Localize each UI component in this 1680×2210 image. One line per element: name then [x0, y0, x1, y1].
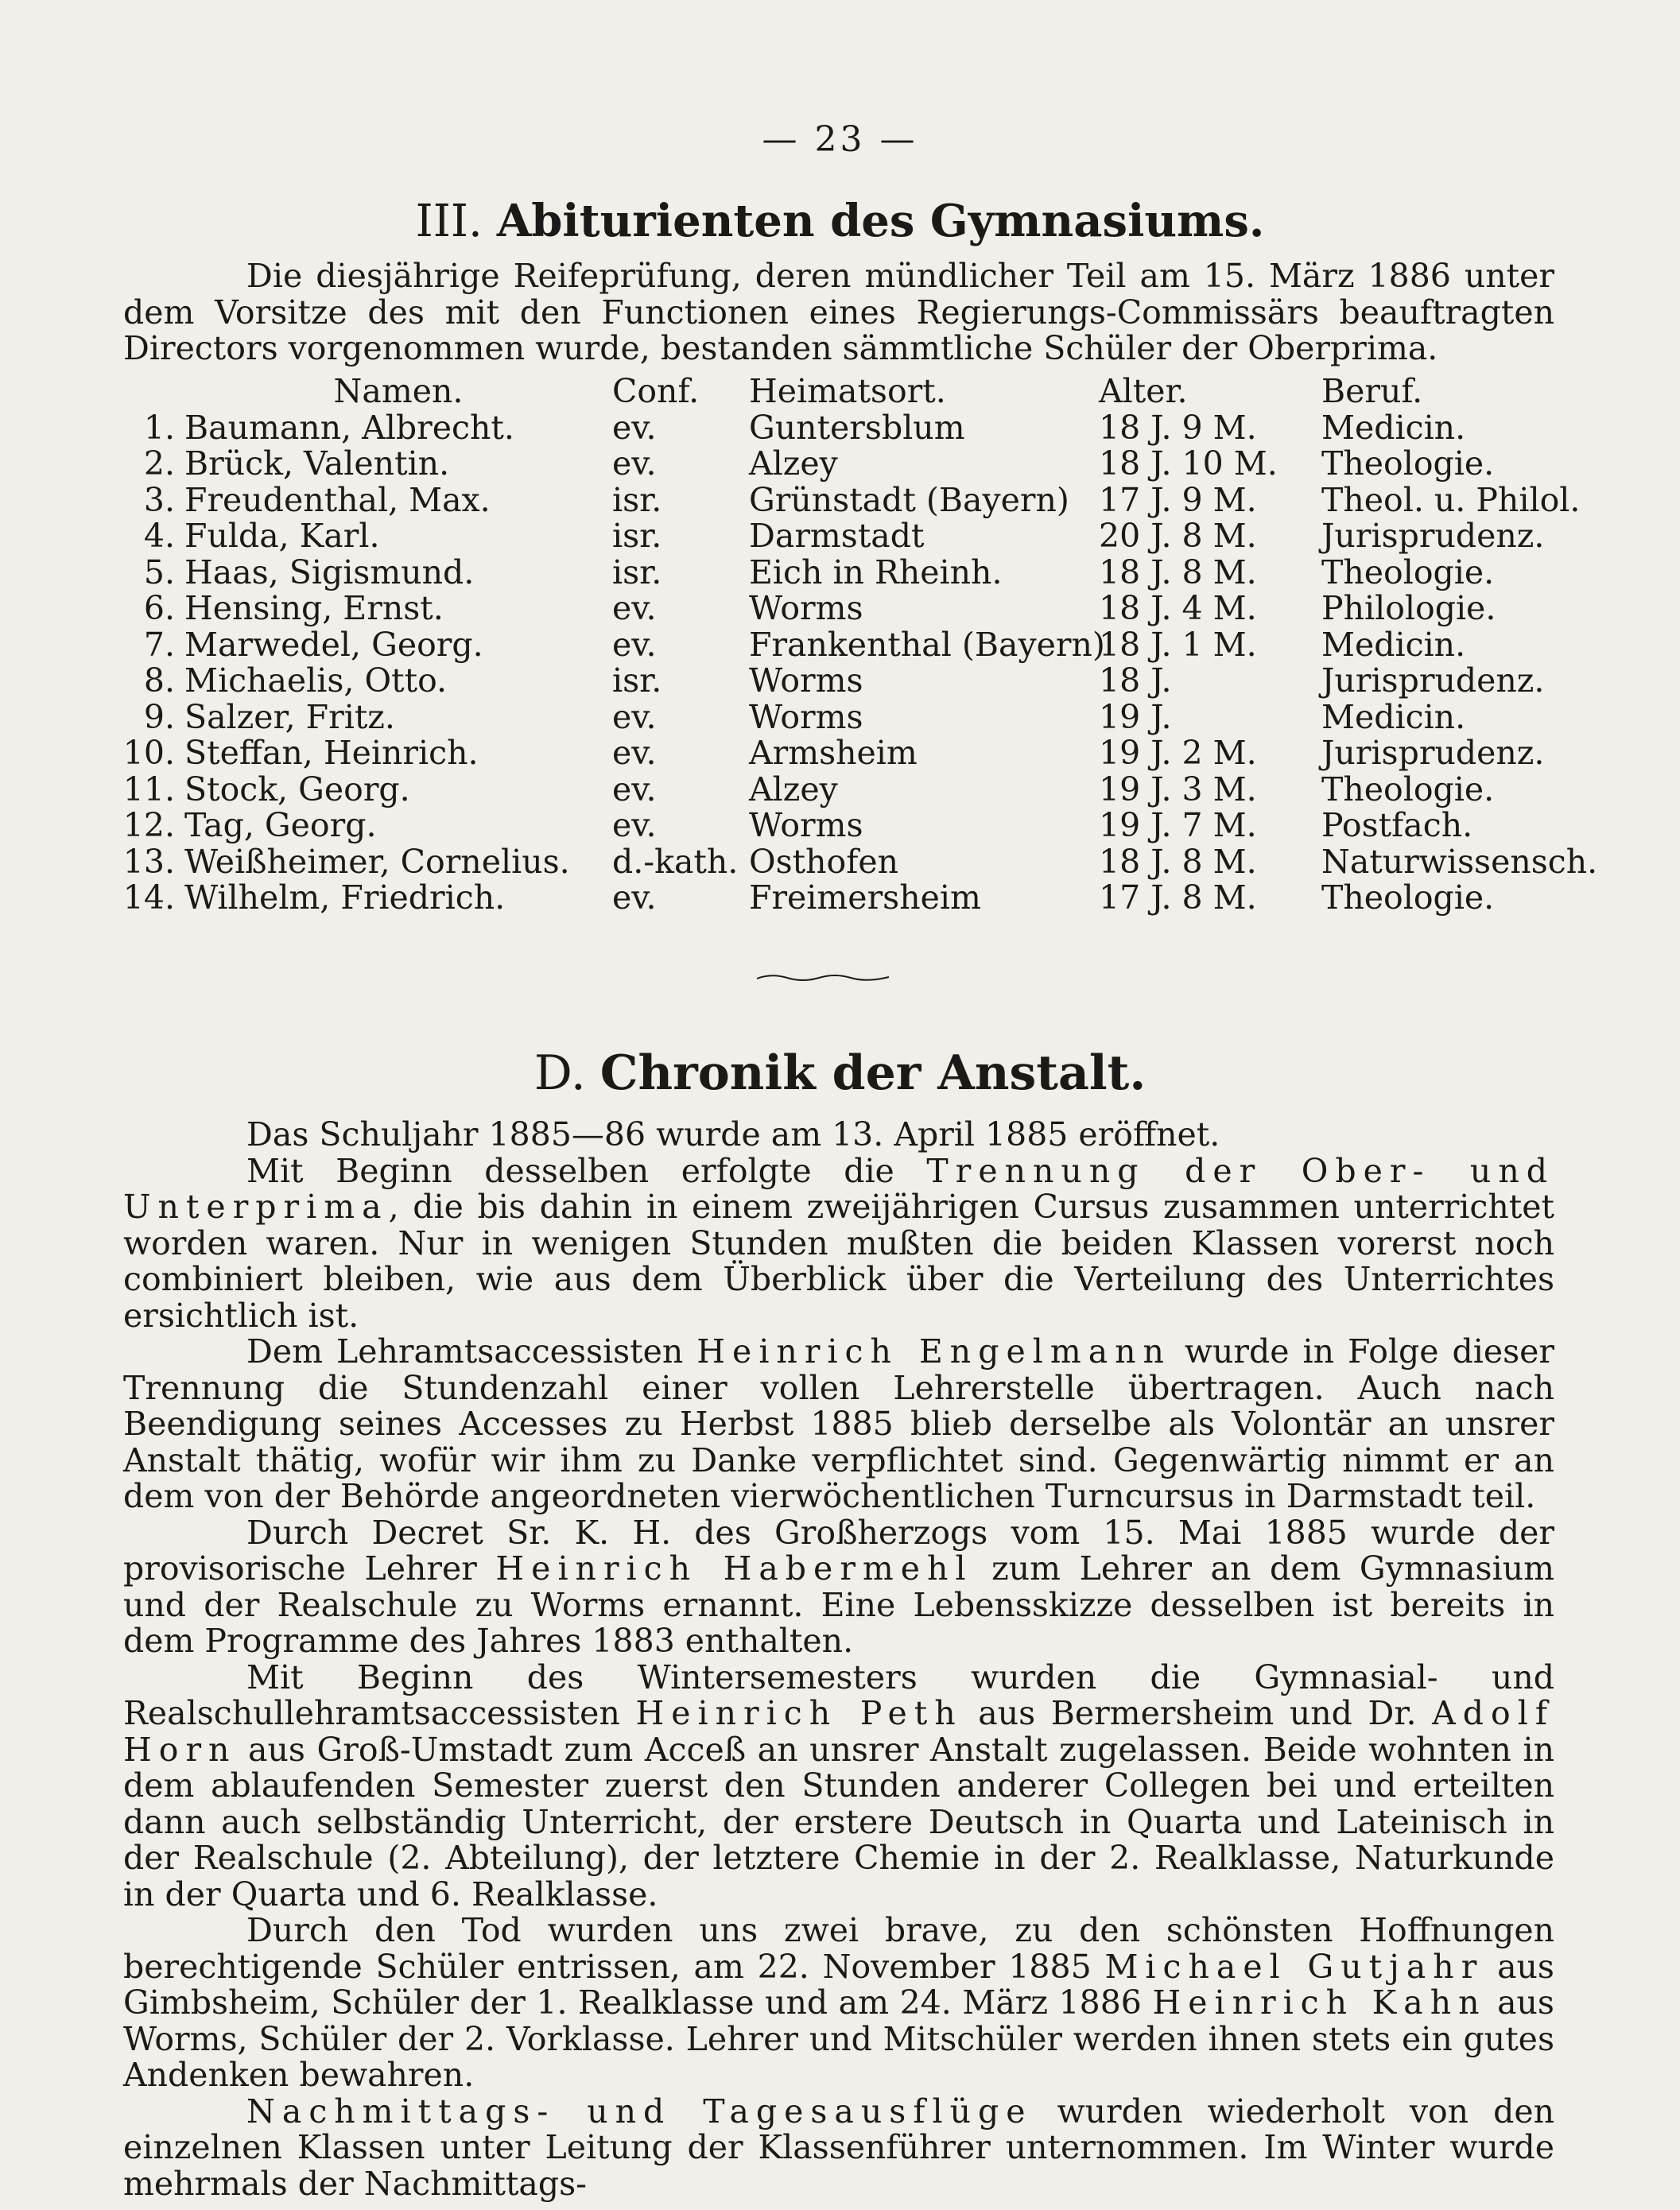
cell-name: Baumann, Albrecht. [184, 408, 514, 447]
cell-name: Steffan, Heinrich. [184, 734, 479, 772]
section-iii-intro: Die diesjährige Reifeprüfung, deren mündlicher Teil am 15. März 1886 unter dem Vorsitze des mit den Functionen eines Regierungs-Commissärs beauftragten Directors vorgenommen wurde, bestanden sämmtliche Schüler der Oberprima. [123, 257, 1554, 367]
cell-beruf: Theologie. [1321, 444, 1495, 483]
table-header-row [103, 374, 1560, 410]
cell-conf: ev. [612, 806, 657, 844]
spaced-term: Trennung der Ober- und Unterprima [123, 1151, 1554, 1226]
cell-heimat: Freimersheim [749, 878, 981, 917]
cell-heimat: Frankenthal (Bayern) [749, 625, 1105, 664]
cell-nr: 14. [122, 878, 175, 917]
cell-conf: ev. [612, 878, 657, 917]
cell-beruf: Medicin. [1321, 697, 1466, 736]
chronik-paragraph-6: Durch den Tod wurden uns zwei brave, zu den schönsten Hoffnungen berechtigende Schüler entrissen, am 22. November 1885 Michael Gutjahr aus Gimbsheim, Schüler der 1. Realklasse und am 24. März 1886 Heinrich Kahn aus Worms, Schüler der 2. Vorklasse. Lehrer und Mitschüler werden ihnen stets ein gutes Andenken bewahren. [123, 1911, 1554, 2094]
person-name: Heinrich Habermehl [495, 1549, 973, 1588]
cell-nr: 12. [122, 806, 175, 844]
cell-alter: 18 J. 8 M. [1099, 842, 1257, 881]
cell-heimat: Worms [749, 661, 863, 700]
cell-name: Weißheimer, Cornelius. [184, 842, 570, 881]
cell-nr: 11. [122, 770, 175, 808]
cell-heimat: Alzey [749, 444, 838, 483]
cell-alter: 18 J. 10 M. [1099, 444, 1278, 483]
cell-nr: 13. [122, 842, 175, 881]
cell-nr: 6. [143, 589, 175, 627]
cell-name: Stock, Georg. [184, 770, 410, 808]
table-row [103, 700, 1560, 736]
cell-conf: d.-kath. [612, 842, 739, 881]
person-name: Heinrich Kahn [1152, 1983, 1487, 2022]
cell-name: Salzer, Fritz. [184, 697, 395, 736]
cell-beruf: Theologie. [1321, 552, 1495, 591]
cell-beruf: Medicin. [1321, 408, 1466, 447]
chronik-paragraph-7: Nachmittags- und Tagesausflüge wurden wiederholt von den einzelnen Klassen unter Leitung der Klassenführer unternommen. Im Winter wurde mehrmals der Nachmittags- [123, 2092, 1554, 2203]
cell-conf: isr. [612, 517, 662, 555]
header-nr [103, 374, 184, 410]
cell-alter: 20 J. 8 M. [1099, 517, 1257, 555]
cell-name: Haas, Sigismund. [184, 552, 475, 591]
cell-name: Tag, Georg. [184, 806, 377, 844]
cell-heimat: Worms [749, 589, 863, 627]
table-row [103, 483, 1560, 519]
section-d-heading [0, 1045, 1680, 1101]
cell-alter: 17 J. 9 M. [1099, 480, 1257, 519]
cell-alter: 17 J. 8 M. [1099, 878, 1257, 917]
cell-alter: 18 J. [1099, 661, 1172, 700]
cell-heimat: Osthofen [749, 842, 899, 881]
cell-heimat: Worms [749, 806, 863, 844]
cell-conf: isr. [612, 552, 662, 591]
table-row [103, 844, 1560, 881]
page-number: — 23 — [762, 119, 918, 160]
section-d-roman: D. [533, 1045, 586, 1101]
table-row [103, 591, 1560, 627]
table-row [103, 518, 1560, 555]
cell-conf: ev. [612, 589, 657, 627]
cell-conf: ev. [612, 444, 657, 483]
spaced-term: Nachmittags- und Tagesausflüge [246, 2092, 1033, 2131]
cell-conf: isr. [612, 480, 662, 519]
header-alter: Alter. [1099, 372, 1188, 410]
chronik-paragraph-4: Durch Decret Sr. K. H. des Großherzogs vom 15. Mai 1885 wurde der provisorische Lehrer Heinrich Habermehl zum Lehrer an dem Gymnasium und der Realschule zu Worms ernannt. Eine Lebensskizze desselben ist bereits in dem Programme des Jahres 1883 enthalten. [123, 1513, 1554, 1660]
cell-nr: 7. [143, 625, 175, 664]
section-d-title: Chronik der Anstalt. [599, 1045, 1147, 1101]
person-name: Michael Gutjahr [1104, 1947, 1484, 1986]
cell-conf: ev. [612, 734, 657, 772]
section-iii-title: Abiturienten des Gymnasiums. [496, 195, 1265, 247]
table-row [103, 808, 1560, 844]
cell-beruf: Theologie. [1321, 878, 1495, 917]
cell-heimat: Darmstadt [749, 517, 925, 555]
cell-conf: ev. [612, 697, 657, 736]
cell-name: Wilhelm, Friedrich. [184, 878, 506, 917]
header-conf: Conf. [612, 372, 700, 410]
chronik-paragraph-2: Mit Beginn desselben erfolgte die Trennung der Ober- und Unterprima, die bis dahin in einem zweijährigen Cursus zusammen unterrichtet worden waren. Nur in wenigen Stunden mußten die beiden Klassen vorerst noch combiniert bleiben, wie aus dem Überblick über die Verteilung des Unterrichtes ersichtlich ist. [123, 1151, 1554, 1335]
cell-heimat: Worms [749, 697, 863, 736]
cell-name: Brück, Valentin. [184, 444, 450, 483]
cell-nr: 3. [143, 480, 175, 519]
cell-name: Michaelis, Otto. [184, 661, 448, 700]
person-name: Adolf Horn [123, 1694, 1554, 1769]
cell-beruf: Medicin. [1321, 625, 1466, 664]
cell-nr: 5. [143, 552, 175, 591]
cell-beruf: Philologie. [1321, 589, 1496, 627]
cell-alter: 18 J. 9 M. [1099, 408, 1257, 447]
cell-alter: 18 J. 4 M. [1099, 589, 1257, 627]
cell-beruf: Jurisprudenz. [1321, 517, 1545, 555]
cell-conf: ev. [612, 770, 657, 808]
cell-nr: 9. [143, 697, 175, 736]
cell-beruf: Jurisprudenz. [1321, 661, 1545, 700]
cell-name: Freudenthal, Max. [184, 480, 491, 519]
divider-rule [755, 971, 890, 983]
table-row [103, 555, 1560, 591]
cell-conf: ev. [612, 625, 657, 664]
cell-name: Marwedel, Georg. [184, 625, 483, 664]
cell-conf: ev. [612, 408, 657, 447]
table-row [103, 446, 1560, 483]
header-name: Namen. [333, 372, 464, 410]
chronik-paragraph-3: Dem Lehramtsaccessisten Heinrich Engelmann wurde in Folge dieser Trennung die Stundenzahl einer vollen Lehrerstelle übertragen. Auch nach Beendigung seines Accesses zu Herbst 1885 blieb derselbe als Volontär an unsrer Anstalt thätig, wofür wir ihm zu Danke verpflichtet sind. Gegenwärtig nimmt er an dem von der Behörde angeordneten vierwöchentlichen Turncursus in Darmstadt teil. [123, 1332, 1554, 1515]
cell-heimat: Eich in Rheinh. [749, 552, 1003, 591]
cell-name: Hensing, Ernst. [184, 589, 444, 627]
table-row [103, 735, 1560, 772]
cell-heimat: Alzey [749, 770, 838, 808]
cell-nr: 10. [122, 734, 175, 772]
cell-beruf: Postfach. [1321, 806, 1473, 844]
cell-nr: 8. [143, 661, 175, 700]
cell-conf: isr. [612, 661, 662, 700]
cell-beruf: Jurisprudenz. [1321, 734, 1545, 772]
person-name: Heinrich Engelmann [696, 1332, 1171, 1371]
cell-alter: 18 J. 1 M. [1099, 625, 1257, 664]
cell-name: Fulda, Karl. [184, 517, 380, 555]
section-iii-roman: III. [415, 196, 483, 247]
cell-alter: 19 J. 2 M. [1099, 734, 1257, 772]
table-row [103, 663, 1560, 700]
header-beruf: Beruf. [1321, 372, 1423, 410]
cell-heimat: Armsheim [749, 734, 918, 772]
table-row [103, 880, 1560, 917]
chronik-paragraph-1: Das Schuljahr 1885—86 wurde am 13. April 1885 eröffnet. [246, 1115, 1220, 1153]
cell-nr: 2. [143, 444, 175, 483]
section-iii-heading [0, 195, 1680, 247]
cell-alter: 19 J. 3 M. [1099, 770, 1257, 808]
cell-beruf: Naturwissensch. [1321, 842, 1598, 881]
cell-beruf: Theologie. [1321, 770, 1495, 808]
chronik-text [123, 1117, 1554, 2202]
cell-heimat: Grünstadt (Bayern) [749, 480, 1069, 519]
cell-nr: 1. [143, 408, 175, 447]
abiturienten-table [103, 372, 1598, 917]
cell-nr: 4. [143, 517, 175, 555]
person-name: Heinrich Peth [635, 1694, 963, 1732]
table-row [103, 627, 1560, 664]
cell-alter: 19 J. [1099, 697, 1172, 736]
cell-heimat: Guntersblum [749, 408, 965, 447]
table-row [103, 410, 1560, 447]
cell-alter: 18 J. 8 M. [1099, 552, 1257, 591]
header-heimat: Heimatsort. [749, 372, 946, 410]
cell-alter: 19 J. 7 M. [1099, 806, 1257, 844]
chronik-paragraph-5: Mit Beginn des Wintersemesters wurden die Gymnasial- und Realschullehramtsaccessisten Heinrich Peth aus Bermersheim und Dr. Adolf Horn aus Groß-Umstadt zum Acceß an unsrer Anstalt zugelassen. Beide wohnten in dem ablaufenden Semester zuerst den Stunden anderer Collegen bei und erteilten dann auch selbständig Unterricht, der erstere Deutsch in Quarta und Lateinisch in der Realschule (2. Abteilung), der letztere Chemie in der 2. Realklasse, Naturkunde in der Quarta und 6. Realklasse. [123, 1658, 1554, 1913]
table-row [103, 772, 1560, 808]
cell-beruf: Theol. u. Philol. [1321, 480, 1581, 519]
